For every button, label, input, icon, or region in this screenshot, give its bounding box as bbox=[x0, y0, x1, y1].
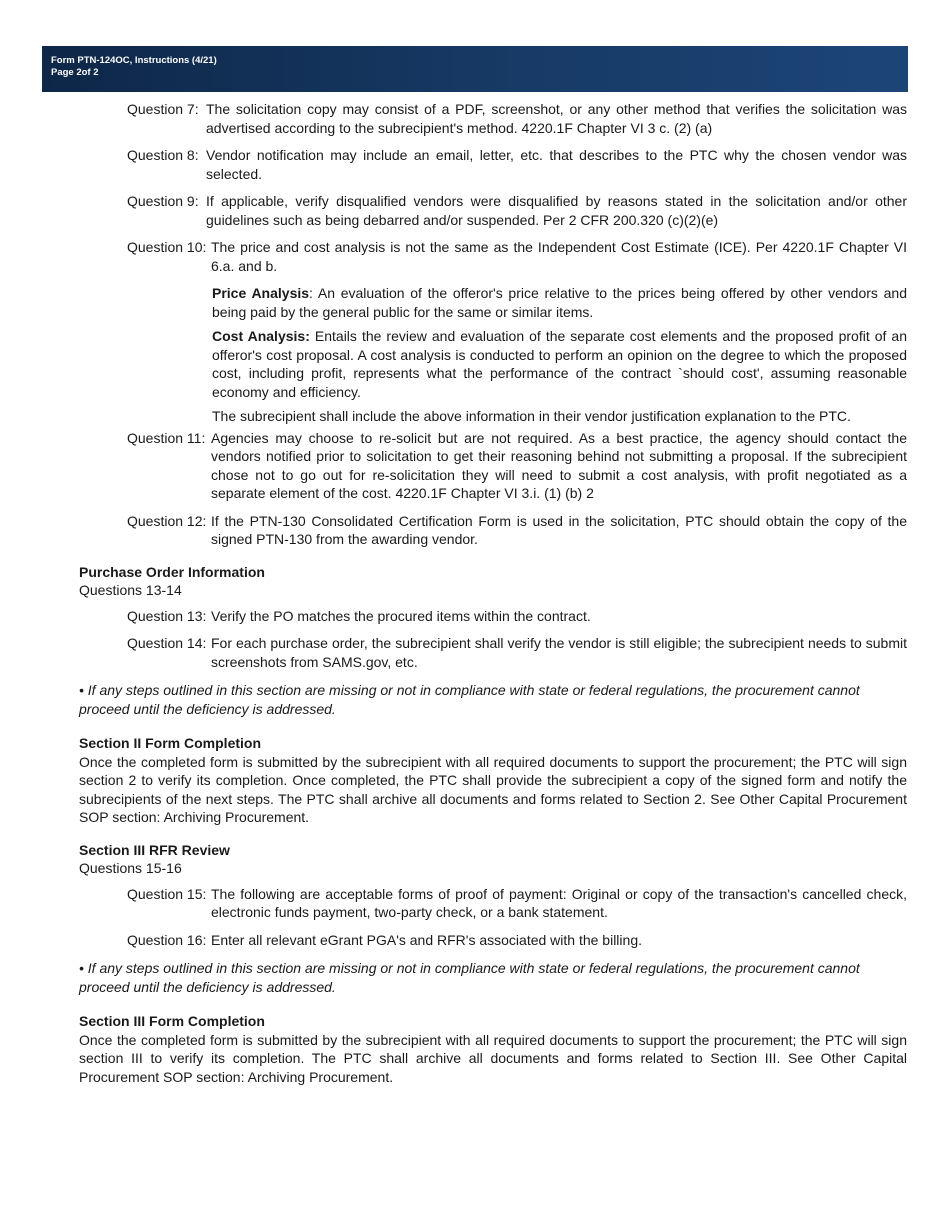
question-label: Question 12: bbox=[127, 512, 207, 529]
question-label: Question 13: bbox=[127, 607, 207, 624]
price-analysis-paragraph bbox=[79, 284, 907, 321]
question-label: Question 15: bbox=[127, 885, 207, 902]
vendor-justification-note: The subrecipient shall include the above information in their vendor justification explanation to the PTC. bbox=[212, 408, 851, 424]
question-8 bbox=[79, 146, 907, 183]
section-3-rfr-heading: Section III RFR Review bbox=[79, 841, 230, 858]
question-text: If the PTN-130 Consolidated Certification Form is used in the solicitation, PTC should obtain the copy of the signed PTN-130 from the awarding vendor. bbox=[211, 512, 907, 547]
question-12 bbox=[79, 512, 907, 549]
purchase-order-heading: Purchase Order Information bbox=[79, 563, 265, 580]
price-analysis-term: Price Analysis bbox=[212, 285, 310, 301]
question-16 bbox=[79, 931, 907, 950]
price-analysis-text: : An evaluation of the offeror's price relative to the prices being offered by other vendors and being paid by the general public for the same or similar items. bbox=[212, 285, 907, 320]
question-label: Question 8: bbox=[127, 147, 199, 163]
question-text: The price and cost analysis is not the same as the Independent Cost Estimate (ICE). Per 4220.1F Chapter VI 6.a. and b. bbox=[211, 239, 907, 274]
section-3-completion-text: Once the completed form is submitted by the subrecipient with all required documents to support the procurement; the PTC will sign section III to verify its completion. The PTC shall archive all documents and forms related to Section III. See Other Capital Procurement SOP section: Archiving Procurement. bbox=[79, 1031, 907, 1085]
question-text: Agencies may choose to re-solicit but are not required. As a best practice, the agency should contact the vendors notified prior to solicitation to get their reasoning behind not submitting a proposal. If the subrecipient chose not to go out for re-solicitation they will need to submit a cost analysis, with profit negotiated as a separate element of the cost. 4220.1F Chapter VI 3.i. (1) (b) 2 bbox=[211, 429, 907, 501]
question-7 bbox=[79, 100, 907, 137]
question-text: Enter all relevant eGrant PGA's and RFR's associated with the billing. bbox=[211, 931, 642, 948]
section-2-text: Once the completed form is submitted by the subrecipient with all required documents to support the procurement; the PTC will sign section 2 to verify its completion. Once completed, the PTC shall provide the subrecipient a copy of the signed form and notify the subrecipients of the next steps. The PTC shall archive all documents and forms related to Section 2. See Other Capital Procurement SOP section: Archiving Procurement. bbox=[79, 753, 907, 825]
question-label: Question 7: bbox=[127, 101, 199, 117]
question-label: Question 10: bbox=[127, 239, 207, 255]
section-3-completion-heading: Section III Form Completion bbox=[79, 1013, 265, 1029]
cost-analysis-text: Entails the review and evaluation of the separate cost elements and the proposed profit of an offeror's cost proposal. A cost analysis is conducted to perform an opinion on the degree to which the proposed cost, including profit, represents what the performance of the contract `should cost', assuming reasonable economy and efficiency. bbox=[212, 328, 908, 400]
purchase-order-subheading: Questions 13-14 bbox=[79, 582, 182, 598]
question-15 bbox=[79, 885, 907, 922]
question-label: Question 11: bbox=[127, 429, 206, 446]
form-header-banner bbox=[42, 46, 908, 92]
question-9 bbox=[79, 192, 907, 229]
question-text: The following are acceptable forms of proof of payment: Original or copy of the transaction's cancelled check, electronic funds payment, two-party check, or a bank statement. bbox=[211, 885, 907, 920]
question-13 bbox=[79, 607, 907, 626]
page-number: Page 2of 2 bbox=[51, 67, 99, 78]
form-title: Form PTN-124OC, Instructions (4/21) bbox=[51, 55, 217, 66]
cost-analysis-term: Cost Analysis: bbox=[212, 328, 310, 344]
document-body bbox=[79, 100, 907, 1092]
question-10 bbox=[79, 238, 907, 275]
question-text: The solicitation copy may consist of a PDF, screenshot, or any other method that verifies the solicitation was advertised according to the subrecipient's method. 4220.1F Chapter VI 3 c. (2) (a) bbox=[206, 101, 907, 136]
question-label: Question 16: bbox=[127, 931, 207, 948]
question-11 bbox=[79, 429, 907, 503]
compliance-note: • If any steps outlined in this section are missing or not in compliance with state or federal regulations, the procurement cannot proceed until the deficiency is addressed. bbox=[79, 682, 860, 717]
question-label: Question 9: bbox=[127, 193, 199, 209]
question-text: Verify the PO matches the procured items within the contract. bbox=[211, 607, 591, 624]
cost-analysis-paragraph bbox=[79, 327, 907, 401]
section-2-heading: Section II Form Completion bbox=[79, 735, 262, 751]
question-label: Question 14: bbox=[127, 635, 207, 651]
compliance-note: • If any steps outlined in this section are missing or not in compliance with state or federal regulations, the procurement cannot proceed until the deficiency is addressed. bbox=[79, 960, 860, 995]
question-text: If applicable, verify disqualified vendors were disqualified by reasons stated in the solicitation and/or other guidelines such as being debarred and/or suspended. Per 2 CFR 200.320 (c)(2)(e) bbox=[206, 193, 907, 228]
question-text: Vendor notification may include an email, letter, etc. that describes to the PTC why the chosen vendor was selected. bbox=[206, 147, 907, 182]
section-3-rfr-subheading: Questions 15-16 bbox=[79, 860, 182, 876]
question-text: For each purchase order, the subrecipient shall verify the vendor is still eligible; the subrecipient needs to submit screenshots from SAMS.gov, etc. bbox=[211, 635, 907, 670]
question-14 bbox=[79, 634, 907, 671]
